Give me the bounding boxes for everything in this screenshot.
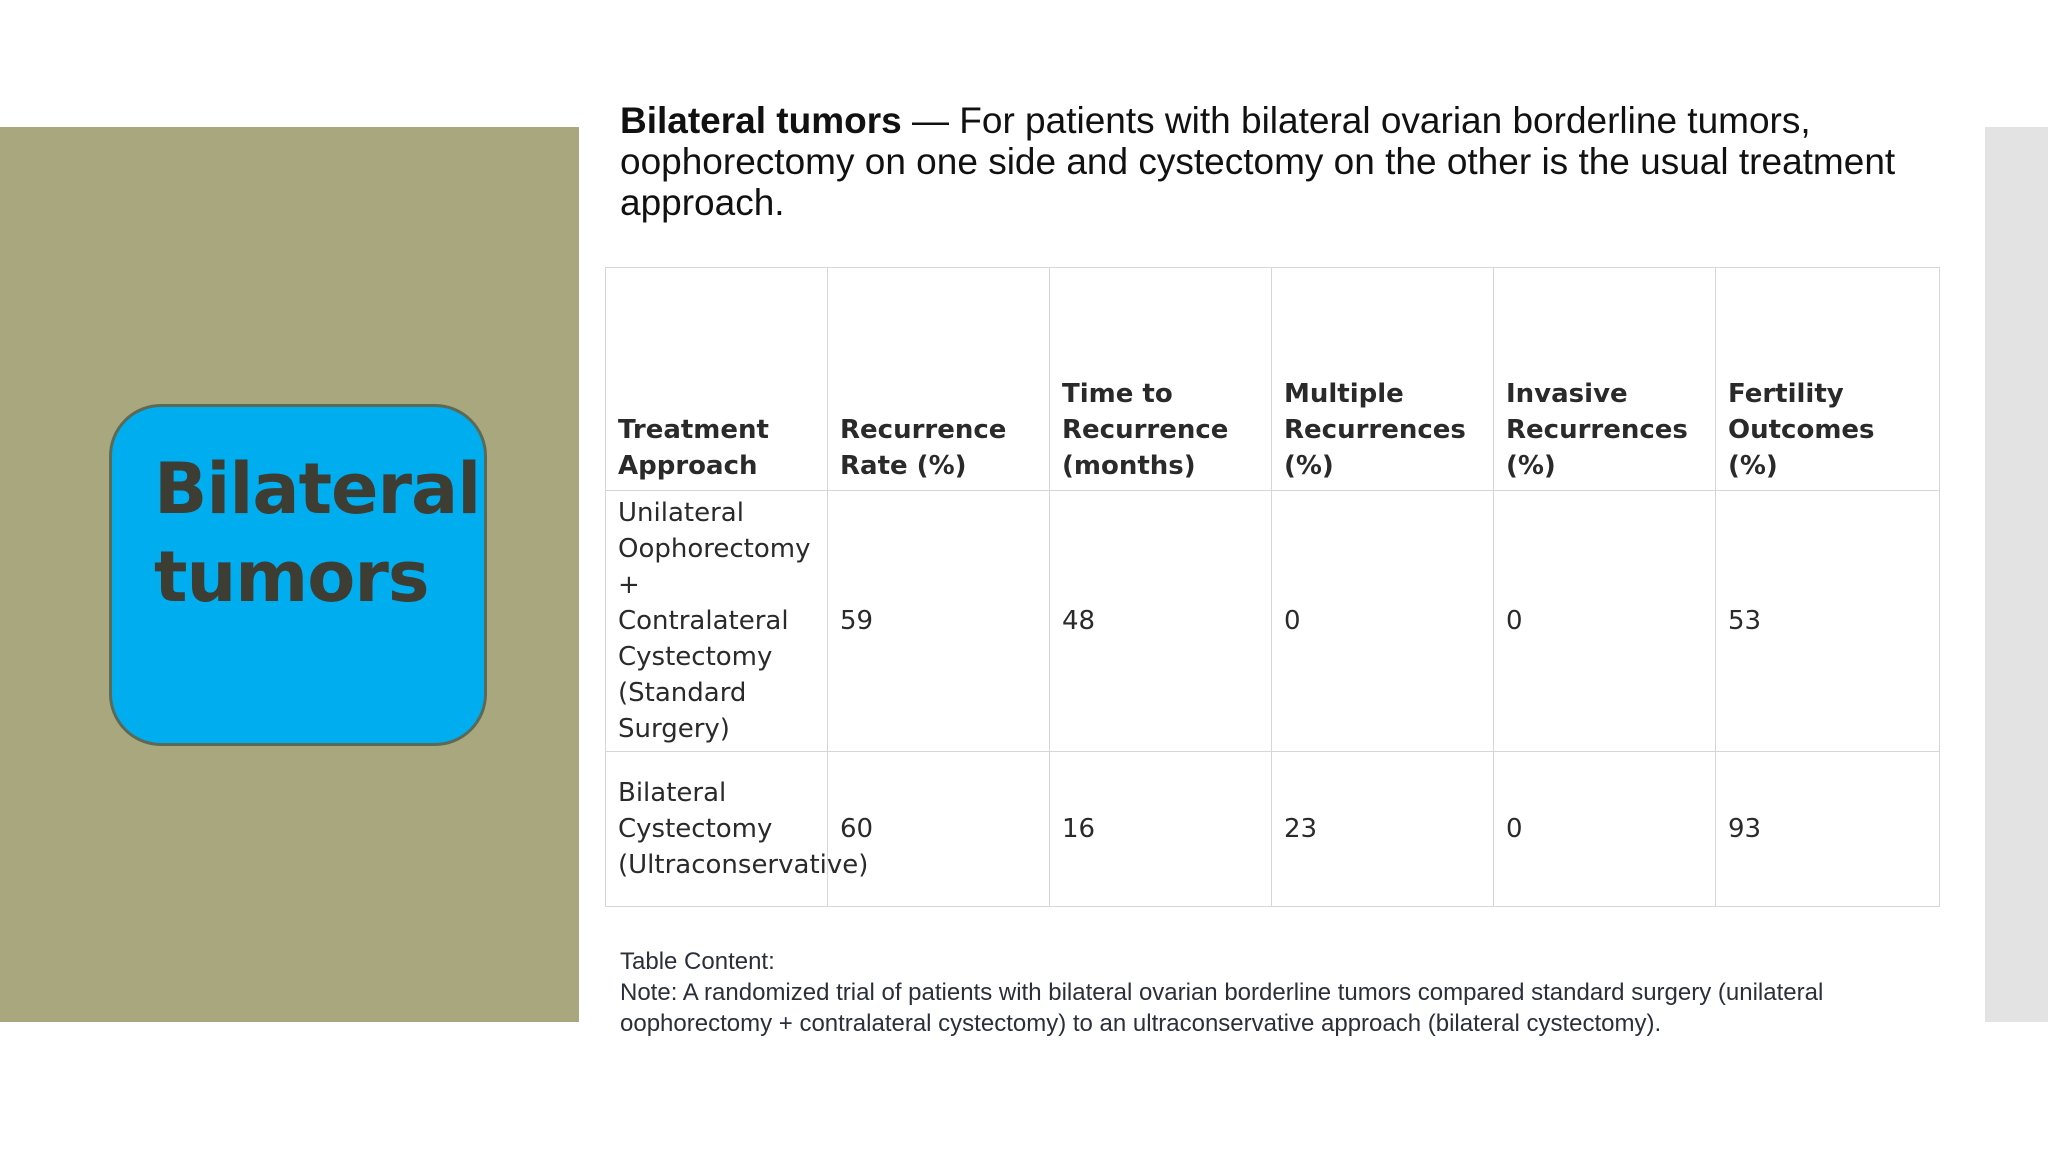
table-cell: 48 <box>1050 491 1272 752</box>
table-cell: 59 <box>828 491 1050 752</box>
table-cell: 60 <box>828 752 1050 907</box>
table-cell: 0 <box>1494 491 1716 752</box>
table-cell: 23 <box>1272 752 1494 907</box>
title-box <box>109 404 487 746</box>
table-row <box>606 752 1940 907</box>
header-fertility-outcomes: Fertility Outcomes (%) <box>1716 268 1940 491</box>
table-cell: 53 <box>1716 491 1940 752</box>
note-text: Note: A randomized trial of patients with bilateral ovarian borderline tumors compared standard surgery (unilateral oophorectomy + contralateral cystectomy) to an ultraconservative approach (bilateral cystectomy). <box>620 979 1824 1037</box>
table-cell: 0 <box>1494 752 1716 907</box>
table-cell: 16 <box>1050 752 1272 907</box>
header-invasive-recurrences: Invasive Recurrences (%) <box>1494 268 1716 491</box>
title-box-text: Bilateral tumors <box>154 448 481 618</box>
right-strip <box>1985 127 2048 1022</box>
table-cell: Unilateral Oophorectomy + Contralateral Cystectomy (Standard Surgery) <box>606 491 828 752</box>
table-cell: 93 <box>1716 752 1940 907</box>
header-recurrence-rate: Recurrence Rate (%) <box>828 268 1050 491</box>
header-multiple-recurrences: Multiple Recurrences (%) <box>1272 268 1494 491</box>
note-label: Table Content: <box>620 948 775 975</box>
header-time-to-recurrence: Time to Recurrence (months) <box>1050 268 1272 491</box>
note-block <box>620 946 1960 1039</box>
heading-rest: — For patients with bilateral ovarian borderline tumors, oophorectomy on one side and cystectomy on the other is the usual treatment approach. <box>620 100 1896 223</box>
slide-heading <box>620 100 1960 223</box>
table-cell: Bilateral Cystectomy (Ultraconservative) <box>606 752 828 907</box>
table-cell: 0 <box>1272 491 1494 752</box>
heading-bold: Bilateral tumors <box>620 100 902 141</box>
table-row <box>606 491 1940 752</box>
header-treatment-approach: Treatment Approach <box>606 268 828 491</box>
results-table <box>605 267 1940 907</box>
table-header-row <box>606 268 1940 491</box>
